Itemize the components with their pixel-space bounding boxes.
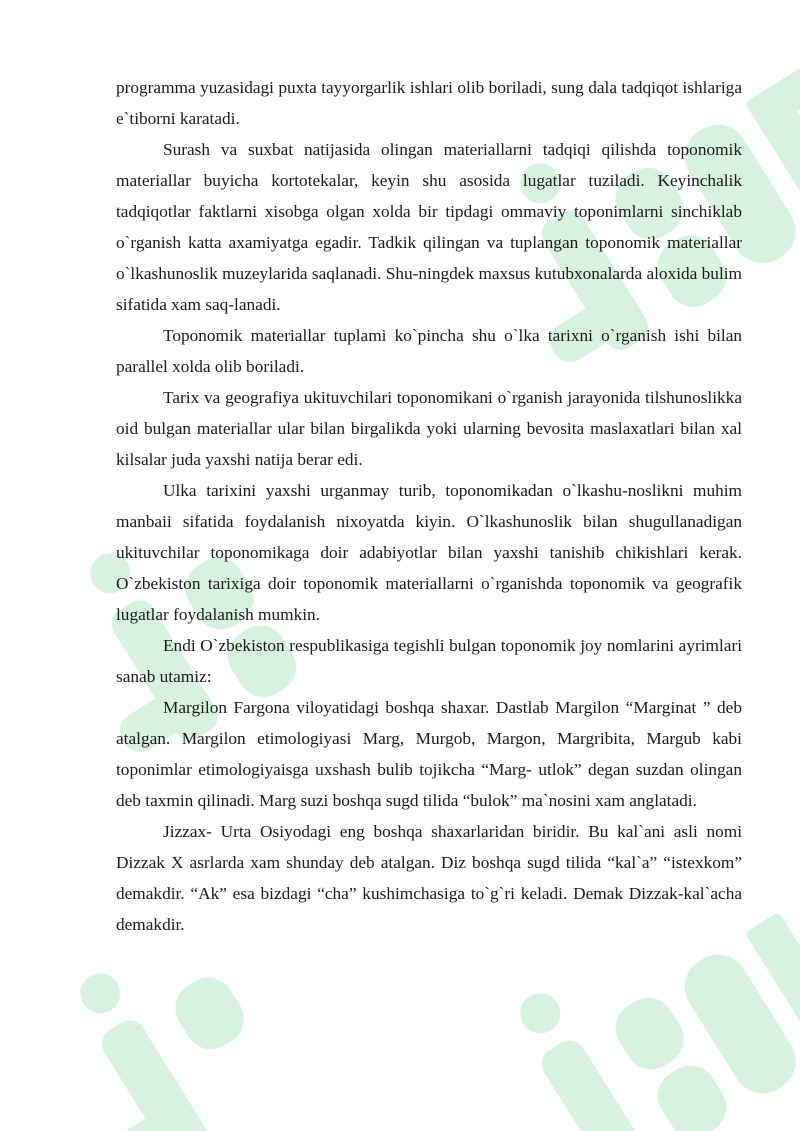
document-body (116, 72, 742, 940)
paragraph-3: Toponomik materiallar tuplami ko`pincha shu o`lka tarixni o`rganish ishi bilan parallel xolda olib boriladi. (116, 326, 742, 376)
paragraph-6: Endi O`zbekiston respublikasiga tegishli bulgan toponomik joy nomlarini ayrimlari sanab utamiz: (116, 636, 742, 686)
paragraph-5: Ulka tarixini yaxshi urganmay turib, toponomikadan o`lkashu-noslikni muhim manbaii sifatida foydalanish nixoyatda kiyin. O`lkashunoslik bilan shugullanadigan ukituvchilar toponomikaga doir adabiyotlar bilan yaxshi tanishib chikishlari kerak. O`zbekiston tarixiga doir toponomik materiallarni o`rganishda toponomik va geografik lugatlar foydalanish mumkin. (116, 481, 742, 624)
paragraph-2: Surash va suxbat natijasida olingan materiallarni tadqiqi qilishda toponomik materiallar buyicha kortotekalar, keyin shu asosida lugatlar tuziladi. Keyinchalik tadqiqotlar faktlarni xisobga olgan xolda bir tipdagi ommaviy toponimlarni sinchiklab o`rganish katta axamiyatga egadir. Tadkik qilingan va tuplangan toponomik materiallar o`lkashunoslik muzeylarida saqlanadi. Shu-ningdek maxsus kutubxonalarda aloxida bulim sifatida xam saq-lanadi. (116, 140, 742, 314)
paragraph-4: Tarix va geografiya ukituvchilari toponomikani o`rganish jarayonida tilshunoslikka oid bulgan materiallar ular bilan birgalikda yoki ularning bevosita maslaxatlari bilan xal kilsalar juda yaxshi natija berar edi. (116, 388, 742, 469)
paragraph-1: programma yuzasidagi puxta tayyorgarlik ishlari olib boriladi, sung dala tadqiqot ishlariga e`tiborni karatadi. (116, 78, 742, 128)
paragraph-8: Jizzax- Urta Osiyodagi eng boshqa shaxarlaridan biridir. Bu kal`ani asli nomi Dizzak X asrlarda xam shunday deb atalgan. Diz boshqa sugd tilida “kal`a” “istexkom” demakdir. “Ak” esa bizdagi “cha” kushimchasiga to`g`ri keladi. Demak Dizzak-kal`acha demakdir. (116, 822, 742, 934)
paragraph-7: Margilon Fargona viloyatidagi boshqa shaxar. Dastlab Margilon “Marginat ” deb atalgan. Margilon etimologiyasi Marg, Murgob, Margon, Margribita, Margub kabi toponimlar etimologiyaisga uxshash bulib tojikcha “Marg- utlok” degan suzdan olingan deb taxmin qilinadi. Marg suzi boshqa sugd tilida “bulok” ma`nosini xam anglatadi. (116, 698, 742, 810)
